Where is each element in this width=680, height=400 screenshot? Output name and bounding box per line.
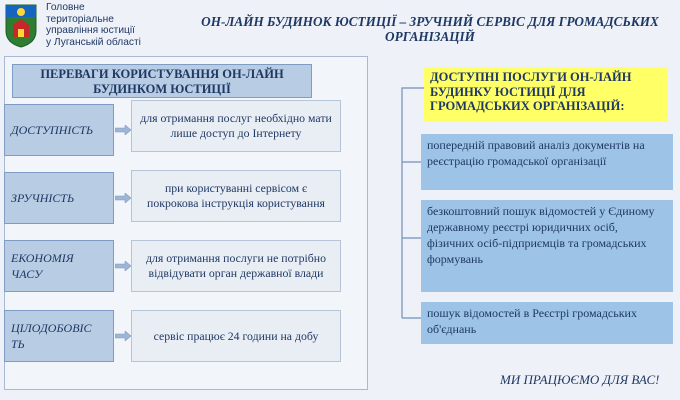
- org-line: управління юстиції: [46, 25, 135, 36]
- title-line: ОРГАНІЗАЦІЙ: [385, 29, 475, 44]
- connector-lines: [394, 86, 424, 326]
- coat-of-arms-icon: [3, 3, 39, 49]
- arrow-right-icon: [115, 261, 131, 271]
- desc-accessibility: для отримання послуг необхідно мати лише доступ до Інтернету: [131, 100, 341, 152]
- service-item: безкоштовний пошук відомостей у Єдиному державному реєстрі юридичних осіб, фізичних осіб-підприємців та громадських формувань: [421, 200, 673, 292]
- title-line: ОН-ЛАЙН БУДИНОК ЮСТИЦІЇ – ЗРУЧНИЙ СЕРВІС ДЛЯ ГРОМАДСЬКИХ: [201, 14, 659, 29]
- desc-time-saving: для отримання послуги не потрібно відвідувати орган державної влади: [131, 240, 341, 292]
- service-item: пошук відомостей в Реєстрі громадських об'єднань: [421, 302, 673, 344]
- category-accessibility: ДОСТУПНІСТЬ: [4, 104, 114, 156]
- services-heading: ДОСТУПНІ ПОСЛУГИ ОН-ЛАЙН БУДИНКУ ЮСТИЦІЇ ДЛЯ ГРОМАДСЬКИХ ОРГАНІЗАЦІЙ:: [424, 67, 668, 122]
- org-line: територіальне: [46, 13, 114, 25]
- desc-around-the-clock: сервіс працює 24 години на добу: [131, 310, 341, 362]
- footer-slogan: МИ ПРАЦЮЄМО ДЛЯ ВАС!: [500, 372, 660, 387]
- arrow-right-icon: [115, 125, 131, 135]
- org-line: у Луганській області: [46, 36, 141, 48]
- desc-convenience: при користуванні сервісом є покрокова інструкція користування: [131, 170, 341, 222]
- advantages-heading: ПЕРЕВАГИ КОРИСТУВАННЯ ОН-ЛАЙН БУДИНКОМ ЮСТИЦІЇ: [12, 64, 312, 98]
- category-convenience: ЗРУЧНІСТЬ: [4, 172, 114, 224]
- org-line: Головне: [46, 2, 85, 13]
- org-name: [46, 2, 176, 48]
- service-item: попередній правовий аналіз документів на реєстрацію громадської організації: [421, 134, 673, 190]
- page-title: [180, 14, 680, 44]
- category-time-saving: ЕКОНОМІЯ ЧАСУ: [4, 240, 114, 292]
- category-around-the-clock: ЦІЛОДОБОВІС ТЬ: [4, 310, 114, 362]
- arrow-right-icon: [115, 331, 131, 341]
- arrow-right-icon: [115, 193, 131, 203]
